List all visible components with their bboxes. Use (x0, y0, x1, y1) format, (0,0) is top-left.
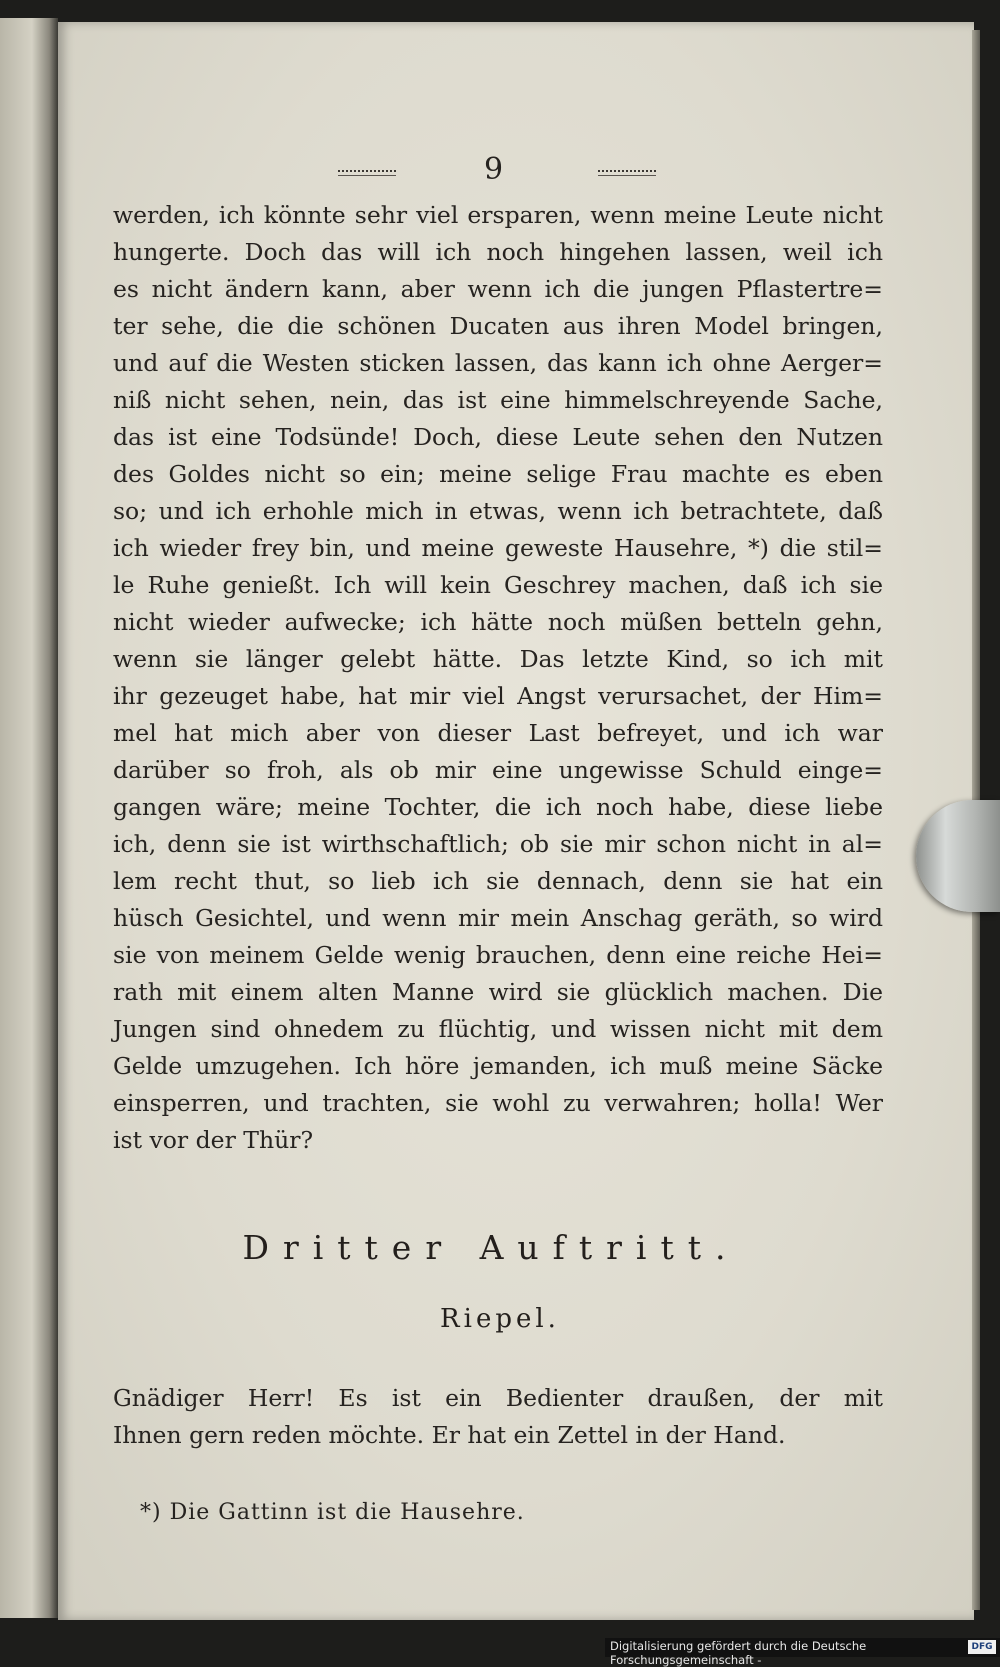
footer-credit: Digitalisierung gefördert durch die Deutsche Forschungsgemeinschaft - (610, 1639, 867, 1667)
page-number: 9 (484, 152, 504, 187)
text-line: wenn sie länger gelebt hätte. Das letzte Kind, so ich mit (113, 645, 883, 673)
text-line: hüsch Gesichtel, und wenn mir mein Anschag geräth, so wird (113, 904, 883, 932)
text-line: niß nicht sehen, nein, das ist eine himmelschreyende Sache, (113, 386, 883, 414)
text-line: sie von meinem Gelde wenig brauchen, denn eine reiche Hei= (113, 941, 883, 969)
text-line: rath mit einem alten Manne wird sie glücklich machen. Die (113, 978, 883, 1006)
dfg-logo: DFG (968, 1640, 996, 1654)
text-line: lem recht thut, so lieb ich sie dennach, denn sie hat ein (113, 867, 883, 895)
text-line: Gelde umzugehen. Ich höre jemanden, ich muß meine Säcke (113, 1052, 883, 1080)
text-line: einsperren, und trachten, sie wohl zu verwahren; holla! Wer (113, 1089, 883, 1117)
text-line: das ist eine Todsünde! Doch, diese Leute sehen den Nutzen (113, 423, 883, 451)
header-ornament-right (598, 170, 656, 176)
text-line: es nicht ändern kann, aber wenn ich die jungen Pflastertre= (113, 275, 883, 303)
text-line: darüber so froh, als ob mir eine ungewisse Schuld einge= (113, 756, 883, 784)
text-line: nicht wieder aufwecke; ich hätte noch müßen betteln gehn, (113, 608, 883, 636)
text-line: ter sehe, die die schönen Ducaten aus ihren Model bringen, (113, 312, 883, 340)
speech-text (113, 1380, 883, 1454)
page-header (0, 152, 1000, 192)
header-ornament-left (338, 170, 396, 176)
text-line: Jungen sind ohnedem zu flüchtig, und wissen nicht mit dem (113, 1015, 883, 1043)
footnote: *) Die Gattinn ist die Hausehre. (140, 1500, 525, 1525)
text-line: so; und ich erhohle mich in etwas, wenn ich betrachtete, daß (113, 497, 883, 525)
text-line: ich wieder frey bin, und meine geweste Hausehre, *) die stil= (113, 534, 883, 562)
text-line: ihr gezeuget habe, hat mir viel Angst verursachet, der Him= (113, 682, 883, 710)
speech-line: Ihnen gern reden möchte. Er hat ein Zettel in der Hand. (113, 1421, 786, 1449)
text-line: le Ruhe genießt. Ich will kein Geschrey machen, daß ich sie (113, 571, 883, 599)
text-line: des Goldes nicht so ein; meine selige Frau machte es eben (113, 460, 883, 488)
text-line: mel hat mich aber von dieser Last befreyet, und ich war (113, 719, 883, 747)
scene-heading: Dritter Auftritt. (242, 1228, 740, 1267)
speaker-name: Riepel. (440, 1304, 560, 1334)
text-line: hungerte. Doch das will ich noch hingehen lassen, weil ich (113, 238, 883, 266)
speech-line: Gnädiger Herr! Es ist ein Bedienter draußen, der mit (113, 1384, 883, 1412)
text-line: ist vor der Thür? (113, 1126, 314, 1154)
text-line: werden, ich könnte sehr viel ersparen, wenn meine Leute nicht (113, 201, 883, 229)
text-line: ich, denn sie ist wirthschaftlich; ob sie mir schon nicht in al= (113, 830, 883, 858)
text-line: gangen wäre; meine Tochter, die ich noch habe, diese liebe (113, 793, 883, 821)
adjacent-page-edge (0, 18, 58, 1618)
body-text (113, 197, 883, 1159)
text-line: und auf die Westen sticken lassen, das kann ich ohne Aerger= (113, 349, 883, 377)
